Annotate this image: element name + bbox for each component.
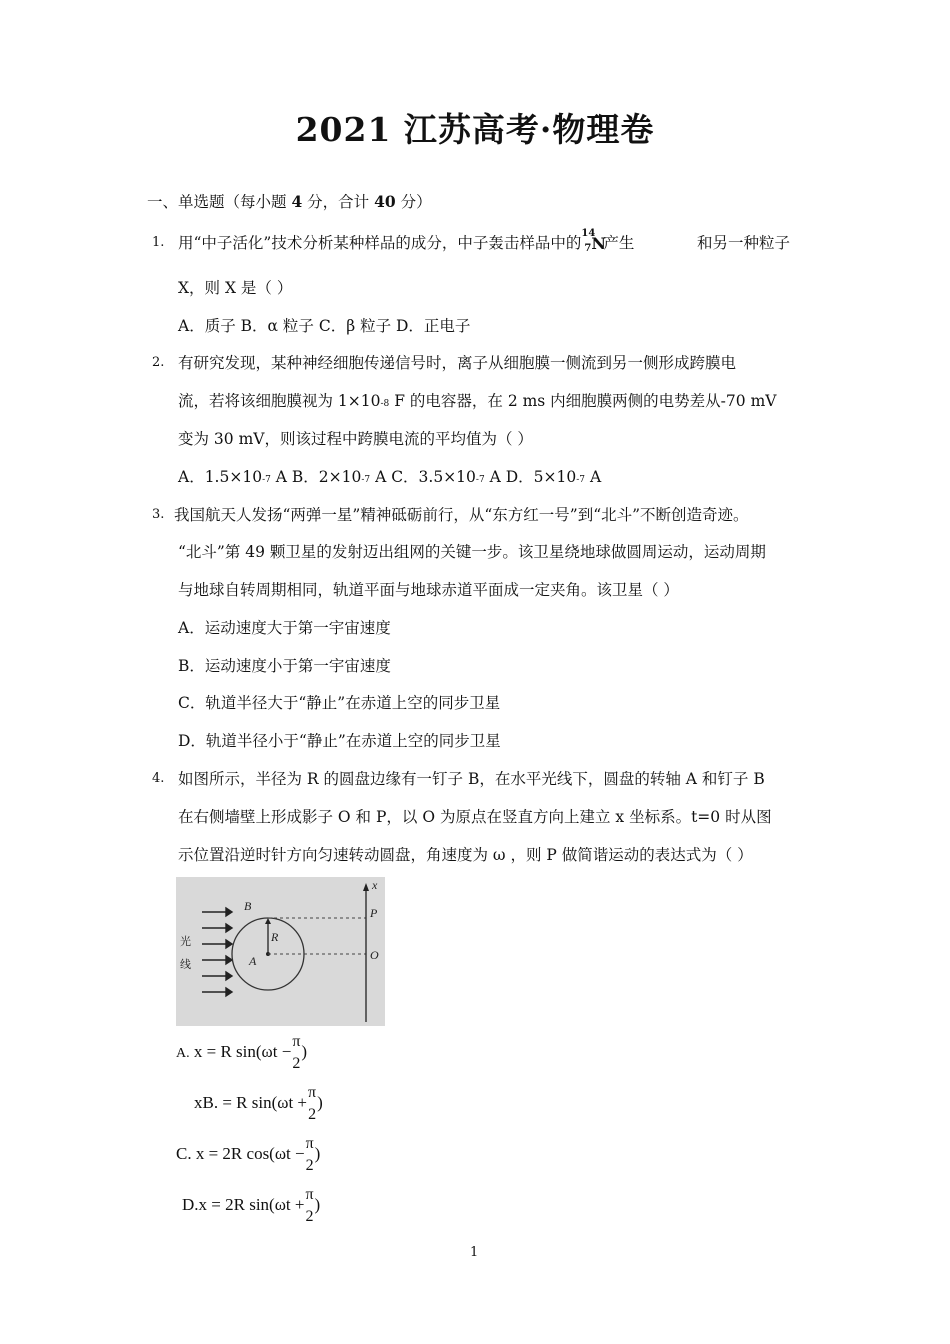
q4-option-d — [182, 1187, 320, 1225]
question-1-line-2: X，则 X 是（ ） — [178, 279, 293, 297]
x-axis-arrowhead — [363, 883, 369, 891]
fraction-numerator: π — [305, 1135, 314, 1152]
fraction-denominator: 2 — [292, 1055, 301, 1072]
label-O: O — [370, 948, 379, 962]
q4-option-c-fraction — [306, 1136, 314, 1174]
label-B: B — [244, 899, 252, 913]
q4-option-b-prefix: xB. — [194, 1092, 219, 1112]
section-heading-prefix: 一、单选题（每小题 — [147, 193, 292, 211]
q2-option-end: A — [585, 468, 602, 486]
q4-option-a-fraction — [292, 1034, 300, 1072]
q4-option-d-rhs: ) — [314, 1194, 321, 1214]
section-heading-mid: 分，合计 — [302, 193, 375, 211]
nuclide-atomic-number: 7 — [584, 243, 592, 254]
q4-option-a-lhs: x = R sin(ωt − — [193, 1041, 292, 1061]
q3-option-c: C．轨道半径大于“静止”在赤道上空的同步卫星 — [178, 694, 501, 712]
label-light-2: 线 — [180, 958, 191, 971]
q4-option-c — [176, 1136, 320, 1174]
label-P: P — [370, 906, 378, 920]
q3-option-d: D．轨道半径小于“静止”在赤道上空的同步卫星 — [178, 732, 501, 750]
nuclide-symbol: N — [591, 234, 606, 253]
q2-option-b: A B．2×10 — [270, 468, 362, 486]
question-3-line-1: 我国航天人发扬“两弹一星”精神砥砺前行，从“东方红一号”到“北斗”不断创造奇迹。 — [174, 506, 749, 524]
question-1-line-1-tail: 和另一种粒子 — [697, 234, 791, 252]
q4-option-d-prefix: D. — [182, 1194, 199, 1214]
question-1-options: A．质子 B．α 粒子 C．β 粒子 D．正电子 — [178, 317, 471, 335]
q2-option-d-exponent: -7 — [576, 475, 586, 485]
q2-option-b-exponent: -7 — [361, 475, 371, 485]
q3-option-a: A．运动速度大于第一宇宙速度 — [178, 619, 391, 637]
question-2-line-1: 有研究发现，某种神经细胞传递信号时，离子从细胞膜一侧流到另一侧形成跨膜电 — [178, 354, 737, 372]
nuclide-mass-number: 14 — [581, 228, 596, 239]
label-R: R — [271, 930, 279, 944]
q2-option-c-exponent: -7 — [475, 475, 485, 485]
question-2-line-2 — [178, 389, 776, 411]
page-title: 2021 江苏高考·物理卷 — [295, 110, 655, 149]
label-light-1: 光 — [180, 935, 191, 948]
q4-option-c-rhs: ) — [314, 1143, 321, 1163]
question-2-options — [178, 465, 601, 487]
question-4-number: 4. — [152, 771, 165, 786]
page-number: 1 — [470, 1245, 479, 1260]
section-heading-suffix: 分） — [395, 193, 432, 211]
question-2-number: 2. — [152, 355, 165, 370]
question-1-line-1 — [178, 228, 635, 254]
fraction-denominator: 2 — [308, 1106, 317, 1123]
section-heading — [147, 190, 432, 212]
question-1-number: 1. — [152, 235, 165, 250]
q2-option-d: A D．5×10 — [484, 468, 577, 486]
q4-option-a — [176, 1034, 307, 1072]
question-2-line-3: 变为 30 mV，则该过程中跨膜电流的平均值为（ ） — [178, 430, 533, 448]
q4-option-b-rhs: ) — [317, 1092, 323, 1112]
question-4-line-1: 如图所示，半径为 R 的圆盘边缘有一钉子 B，在水平光线下，圆盘的转轴 A 和钉子 B — [178, 770, 765, 788]
question-1-text-post: 产生 — [603, 234, 635, 252]
fraction-numerator: π — [292, 1033, 301, 1050]
fraction-numerator: π — [305, 1186, 314, 1203]
section-score-each: 4 — [291, 192, 303, 211]
light-arrows — [202, 908, 232, 996]
radius-arrowhead — [265, 918, 271, 924]
q4-option-a-prefix: A. — [176, 1045, 190, 1061]
q4-option-b-fraction — [308, 1085, 316, 1123]
question-3-number: 3. — [152, 507, 165, 522]
fraction-denominator: 2 — [305, 1208, 314, 1225]
question-2-line-2-b: F 的电容器，在 2 ms 内细胞膜两侧的电势差从-70 mV — [389, 392, 777, 410]
disk-shadow-figure — [176, 877, 385, 1026]
question-2-line-2-a: 流，若将该细胞膜视为 1×10 — [178, 392, 381, 410]
q2-option-c: A C．3.5×10 — [370, 468, 476, 486]
q4-option-c-prefix: C. — [176, 1143, 192, 1163]
q4-option-b-lhs: = R sin(ωt + — [222, 1092, 308, 1112]
q4-option-b — [194, 1085, 323, 1123]
q3-option-b: B．运动速度小于第一宇宙速度 — [178, 657, 391, 675]
q2-option-a-exponent: -7 — [262, 475, 271, 485]
question-3-line-3: 与地球自转周期相同，轨道平面与地球赤道平面成一定夹角。该卫星（ ） — [178, 581, 679, 599]
fraction-numerator: π — [308, 1084, 317, 1101]
figure-diagram — [176, 877, 385, 1026]
q4-option-c-lhs: x = 2R cos(ωt − — [195, 1143, 305, 1163]
nitrogen-nuclide — [581, 228, 606, 254]
label-x: x — [372, 878, 378, 892]
q4-option-a-rhs: ) — [301, 1041, 308, 1061]
section-score-total: 40 — [374, 192, 396, 211]
q2-option-a: A．1.5×10 — [178, 468, 263, 486]
q4-option-d-fraction — [305, 1187, 313, 1225]
capacitance-exponent: -8 — [380, 399, 390, 409]
question-4-line-2: 在右侧墙壁上形成影子 O 和 P，以 O 为原点在竖直方向上建立 x 坐标系。t=0 时从图 — [178, 808, 772, 826]
label-A: A — [249, 954, 257, 968]
question-4-line-3: 示位置沿逆时针方向匀速转动圆盘，角速度为 ω ，则 P 做简谐运动的表达式为（ ） — [178, 846, 753, 864]
q4-option-d-lhs: x = 2R sin(ωt + — [198, 1194, 305, 1214]
question-1-text-pre: 用“中子活化”技术分析某种样品的成分，中子轰击样品中的 — [178, 234, 582, 252]
question-3-line-2: “北斗”第 49 颗卫星的发射迈出组网的关键一步。该卫星绕地球做圆周运动，运动周期 — [178, 543, 766, 561]
fraction-denominator: 2 — [305, 1157, 314, 1174]
